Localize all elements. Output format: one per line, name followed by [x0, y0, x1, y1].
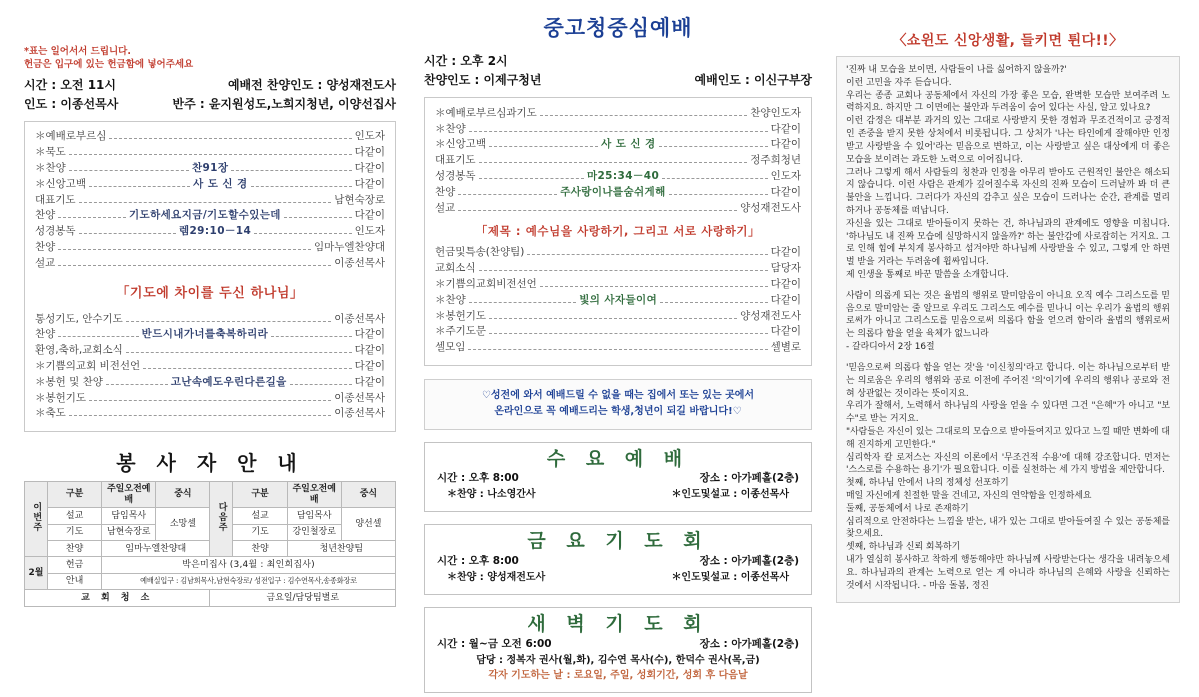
order-person: 다같이	[354, 344, 385, 357]
order-person: 찬양인도자	[750, 106, 801, 119]
cell-lunch: 양선셀	[341, 508, 395, 541]
order-label: ＊찬양	[435, 122, 466, 135]
order-item	[435, 261, 801, 277]
order-person: 양성재전도사	[740, 201, 801, 214]
order-item	[35, 192, 385, 208]
order-person: 다같이	[770, 246, 801, 259]
order-label: ＊찬양	[435, 293, 466, 306]
order-person: 인도자	[770, 169, 802, 182]
article-scripture-reference: - 갈라디아서 2장 16절	[846, 342, 935, 353]
order-item	[35, 161, 385, 177]
order-item	[35, 255, 385, 271]
cell-cleaning-label: 교 회 청 소	[25, 590, 210, 606]
col-header-service: 주일오전예배	[102, 481, 156, 508]
leader-dots	[251, 179, 352, 187]
col-header-lunch: 중식	[341, 481, 395, 508]
accompanist: 반주 : 윤지원성도,노희지청년, 이양선집사	[172, 96, 396, 111]
cell-value: 담임목사	[102, 508, 156, 524]
cell-cleaning-value: 금요일/담당팀별로	[210, 590, 396, 606]
order-label: 찬양	[35, 328, 56, 341]
order-item	[35, 327, 385, 343]
wednesday-place: 장소 : 아가페홀(2층)	[699, 472, 799, 485]
article-scripture: 사람이 의롭게 되는 것은 율법의 행위로 말미암음이 아니요 오직 예수 그리스도를 믿음으로 말미암는 줄 알므로 우리도 그리스도 예수를 믿나니 이는 우리가 율법의 행위로써가 아니고 그리스도를 믿음으로써 의롭다 함을 얻으려 함이라 율법의 행위로써는 의롭다 함을 얻을 육체가 없느니라	[846, 290, 1170, 340]
dawn-prayer-row	[437, 636, 799, 653]
article-paragraph: 우리가 잘해서, 노력해서 하나님의 사랑을 얻을 수 있다면 그건 "은혜"가 아니고 "보수"로 받는 거지요.	[846, 401, 1170, 425]
article-paragraph: 제 인생을 통째로 바꾼 말씀을 소개합니다.	[846, 270, 1009, 280]
leader-dots	[69, 409, 331, 417]
order-item	[435, 121, 801, 137]
dawn-own-prayer-days: 각자 기도하는 날 : 로요일, 주일, 성회기간, 성회 후 다음날	[488, 670, 748, 682]
order-item	[35, 343, 385, 359]
leader-dots	[69, 148, 352, 156]
cell-offering-label: 헌금	[48, 557, 102, 573]
leader-dots	[109, 132, 351, 140]
leader-dots	[669, 187, 768, 195]
offering-notice	[24, 46, 396, 72]
order-item	[35, 208, 385, 224]
order-person: 이종선목사	[334, 391, 385, 404]
leader-dots	[468, 343, 767, 351]
order-label: ＊기쁨의교회비전선언	[435, 277, 537, 290]
praise-leader: 예배전 찬양인도 : 양성재전도사	[227, 77, 396, 92]
order-hymn: 찬91장	[191, 161, 229, 174]
dawn-prayer-title: 새 벽 기 도 회	[527, 613, 709, 635]
order-label: 찬양	[435, 185, 456, 198]
next-week-side-label: 다음주	[210, 481, 233, 557]
leader-dots	[540, 279, 768, 287]
order-label: 환영,축하,교회소식	[35, 344, 123, 357]
order-person: 셀별로	[770, 341, 801, 354]
table-row	[25, 573, 396, 589]
order-person: 인도자	[354, 225, 386, 238]
article-paragraph: 자신을 있는 그대로 받아들이지 못하는 건, 하나님과의 관계에도 영향을 미칩니다. '하나님도 내 진짜 모습에 실망하시지 않을까?' 하는 불안감에 사로잡히는 거지요. 그로 인해 힘에 부치게 봉사하고 섬겨야만 하나님께 사랑받을 수 있고, 그렇게 안 하면 벌 받을 거라는 두려움에 휩싸입니다.	[846, 218, 1170, 268]
order-person: 인도자	[354, 130, 385, 143]
order-label: 통성기도, 안수기도	[35, 312, 123, 325]
wednesday-praise: ＊찬양 : 나소영간사	[447, 489, 536, 501]
order-item	[35, 129, 385, 145]
youth-service-meta	[424, 52, 812, 90]
order-hymn: 고난속예도우린다른길을	[170, 375, 287, 388]
order-scripture: 렘29:10－14	[178, 225, 252, 238]
friday-prayer-title: 금 요 기 도 회	[527, 530, 709, 553]
friday-prayer-subrow	[437, 570, 799, 586]
this-week-side-label: 이번주	[25, 481, 48, 557]
dawn-prayer-box	[424, 607, 812, 693]
order-person: 다같이	[354, 328, 385, 341]
friday-prayer-row	[437, 553, 799, 570]
order-person: 임마누엘찬양대	[313, 240, 385, 253]
cell-kind: 기도	[48, 524, 102, 540]
cell-offering-value: 박은미집사 (3,4월 : 최인희집사)	[102, 557, 396, 573]
order-item	[435, 277, 801, 293]
order-label: 찬양	[35, 209, 56, 222]
order-person: 다같이	[770, 138, 802, 151]
article-paragraph: 이런 고민을 자주 듣습니다.	[846, 77, 952, 88]
cell-value: 담임목사	[287, 508, 341, 524]
leader-dots	[79, 195, 332, 203]
table-row	[25, 557, 396, 573]
order-label: ＊신앙고백	[435, 138, 487, 151]
article-body	[836, 56, 1180, 603]
leader-dots	[69, 163, 189, 171]
leader-dots	[143, 361, 351, 369]
order-label: ＊예배로부르심과기도	[435, 106, 537, 119]
wednesday-service-row	[437, 470, 799, 487]
article-paragraph: 우리는 종종 교회나 공동체에서 자신의 가장 좋은 모습, 완벽한 모습만 보여주려 노력하지요. 하지만 그 이면에는 불안과 두려움이 숨어 있다는 사실, 알고 있나요?	[846, 90, 1170, 114]
order-of-worship-box	[24, 121, 396, 432]
order-item	[35, 390, 385, 406]
meta-row	[24, 95, 396, 114]
friday-prayer-box	[424, 524, 812, 595]
order-item	[435, 153, 801, 169]
order-label: ＊봉헌기도	[435, 309, 487, 322]
order-label: 헌금및특송(찬양팀)	[435, 246, 525, 259]
wednesday-time: 시간 : 오후 8:00	[437, 472, 519, 485]
order-hymn: 반드시내가너를축복하리라	[141, 328, 269, 341]
article-paragraph: 그러나 그렇게 해서 사람들의 칭찬과 인정을 아무리 받아도 근원적인 불안은 해소되지 않습니다. 이런 사람은 관계가 깊어질수록 자신의 진짜 모습이 드러날까 봐 더 큰 불안을 느낍니다. 그러다가 자신의 감추고 싶은 모습이 드러나는 순간, 관계를 멀리하거나 공동체를 떠납니다.	[846, 167, 1170, 216]
leader-dots	[290, 377, 352, 385]
order-item	[435, 340, 801, 356]
cell-kind: 설교	[48, 508, 102, 524]
order-person: 담당자	[770, 262, 801, 275]
order-person: 다같이	[354, 146, 385, 159]
cell-guide-label: 안내	[48, 573, 102, 589]
order-label: 성경봉독	[35, 225, 76, 238]
order-item	[35, 176, 385, 192]
order-item	[35, 240, 385, 256]
order-person: 다같이	[770, 325, 801, 338]
cell-value: 임마누엘찬양대	[102, 541, 210, 557]
cell-kind: 기도	[233, 524, 287, 540]
order-label: ＊신앙고백	[35, 177, 87, 190]
service-time: 시간 : 오전 11시	[24, 77, 116, 92]
leader-dots	[79, 227, 176, 235]
youth-order-box	[424, 97, 812, 365]
order-label: 셀모임	[435, 341, 466, 354]
order-item	[35, 374, 385, 390]
order-person: 양성재전도사	[740, 309, 801, 322]
order-item	[435, 105, 801, 121]
order-label: ＊축도	[35, 407, 66, 420]
order-item	[435, 292, 801, 308]
leader-dots	[106, 377, 168, 385]
order-label: ＊묵도	[35, 146, 66, 159]
note-line-1: ♡성전에 와서 예배드릴 수 없을 때는 집에서 또는 있는 곳에서	[481, 389, 755, 401]
order-person: 다같이	[354, 177, 386, 190]
order-label: 설교	[35, 256, 56, 269]
youth-sermon-title: 「제목 : 예수님을 사랑하기, 그리고 서로 사랑하기」	[475, 223, 761, 238]
order-item	[35, 224, 385, 240]
column-youth-service	[424, 0, 812, 693]
leader-dots	[527, 248, 767, 256]
order-person: 다같이	[770, 122, 801, 135]
order-item	[435, 169, 801, 185]
leader-dots	[659, 140, 768, 148]
leader-dots	[489, 311, 737, 319]
order-label: 대표기도	[35, 193, 76, 206]
friday-place: 장소 : 아가페홀(2층)	[699, 555, 799, 568]
cell-lunch: 소망셀	[156, 508, 210, 541]
friday-preacher: ＊인도및설교 : 이종선목사	[671, 572, 789, 583]
order-label: ＊기쁨의교회 비전선언	[35, 359, 141, 372]
col-header-kind: 구분	[48, 481, 102, 508]
friday-time: 시간 : 오후 8:00	[437, 555, 519, 568]
order-person: 다같이	[354, 375, 385, 388]
leader-dots	[58, 242, 311, 250]
leader-dots	[469, 124, 768, 132]
order-person: 다같이	[354, 359, 385, 372]
order-label: 대표기도	[435, 154, 476, 167]
leader-dots	[89, 393, 331, 401]
order-item	[35, 145, 385, 161]
article-step-body: 매일 자신에게 친절한 말을 건네고, 자신의 연약함을 인정하세요	[846, 491, 1092, 501]
order-label: 설교	[435, 201, 456, 214]
article-title: 〈쇼윈도 신앙생활, 들키면 튄다!!〉	[892, 33, 1124, 49]
leader-dots	[479, 171, 584, 179]
order-person: 다같이	[770, 185, 802, 198]
col-header-lunch: 중식	[156, 481, 210, 508]
order-person: 정주희청년	[750, 154, 801, 167]
order-person: 다같이	[770, 277, 801, 290]
online-worship-note	[424, 379, 812, 430]
order-person: 다같이	[354, 161, 386, 174]
month-label: 2월	[25, 557, 48, 590]
order-item	[435, 200, 801, 216]
youth-service-leader: 예배인도 : 이신구부장	[694, 73, 812, 88]
cell-value: 강인철장로	[287, 524, 341, 540]
order-label: ＊주기도문	[435, 325, 487, 338]
cell-kind: 찬양	[48, 541, 102, 557]
column-sunday-service	[24, 0, 396, 607]
column-article	[836, 0, 1180, 603]
cell-kind: 설교	[233, 508, 287, 524]
order-label: ＊봉헌 및 찬양	[35, 375, 103, 388]
article-step-body: 내가 열심히 봉사하고 착하게 행동해야만 하나님께 사랑받는다는 생각을 내려놓으세요. 하나님과의 관계는 노력으로 얻는 게 아니라 하나님의 은혜와 사랑을 신뢰하는 것에서 시작됩니다. - 마음 돌봄, 정진	[846, 555, 1170, 591]
friday-praise: ＊찬양 : 양성재전도사	[447, 572, 546, 583]
notice-line-1: *표는 일어서서 드립니다.	[24, 46, 131, 57]
meta-row	[24, 76, 396, 95]
article-step-body: 심리적으로 안전하다는 느낌을 받는, 내가 있는 그대로 받아들여질 수 있는 공동체를 찾으세요.	[846, 516, 1170, 540]
order-item	[435, 324, 801, 340]
wednesday-preacher: ＊인도및설교 : 이종선목사	[671, 489, 789, 501]
volunteer-section-title: 봉 사 자 안 내	[116, 450, 304, 475]
wednesday-service-title: 수 요 예 배	[546, 447, 690, 470]
order-scripture: 마25:34－40	[586, 169, 660, 182]
leader-dots	[284, 211, 352, 219]
order-label: ＊찬양	[35, 161, 66, 174]
article-paragraph: 이런 감정은 대부분 과거의 있는 그대로 사랑받지 못한 경험과 무조건적이고 긍정적인 존중을 받지 못한 상처에서 비롯됩니다. 그 상처가 '나는 타인에게 잘해야만 인정받고 사랑받을 수 있어'라는 믿음으로 변하고, 이는 사랑받고 싶은 대상에게 더 좋은 모습을 보이려는 과도한 노력으로 이어집니다.	[846, 116, 1170, 165]
dawn-staff: 담당 : 정복자 권사(월,화), 김수연 목사(수), 한덕수 권사(목,금)	[476, 654, 760, 666]
article-step-heading: 첫째, 하나님 안에서 나의 정체성 선포하기	[846, 478, 1009, 489]
order-hymn: 빛의 사자들이여	[579, 293, 658, 306]
youth-service-time: 시간 : 오후 2시	[424, 54, 508, 68]
leader-dots	[660, 295, 767, 303]
article-paragraph: 심리학자 칼 로저스는 자신의 이론에서 '무조건적 수용'에 대해 강조합니다. 먼저는 '스스로를 수용하는 용기'가 필요합니다. 이를 실천하는 세 가지 방법을 제안합니다.	[846, 452, 1170, 476]
wednesday-service-box	[424, 442, 812, 513]
table-row	[25, 481, 396, 508]
leader-dots	[479, 264, 768, 272]
leader-dots	[254, 227, 351, 235]
leader-dots	[458, 187, 557, 195]
order-item	[435, 245, 801, 261]
order-label: 성경봉독	[435, 169, 476, 182]
order-item	[35, 359, 385, 375]
order-item	[435, 184, 801, 200]
leader-dots	[458, 203, 737, 211]
order-person: 다같이	[354, 209, 386, 222]
order-item	[35, 311, 385, 327]
leader-dots	[58, 258, 331, 266]
youth-praise-leader: 찬양인도 : 이제구청년	[424, 73, 542, 88]
cell-kind: 찬양	[233, 541, 287, 557]
leader-dots	[231, 163, 351, 171]
youth-service-title: 중고청중심예배	[543, 16, 693, 40]
order-person: 다같이	[770, 293, 801, 306]
order-hymn: 주사랑이나를숨쉬게해	[560, 185, 666, 198]
leader-dots	[58, 211, 126, 219]
order-label: 교회소식	[435, 262, 476, 275]
order-label: ＊예배로부르심	[35, 130, 107, 143]
leader-dots	[489, 140, 598, 148]
leader-dots	[58, 330, 138, 338]
order-creed: 사 도 신 경	[601, 138, 656, 151]
table-row	[25, 590, 396, 606]
service-meta	[24, 76, 396, 114]
notice-line-2: 헌금은 입구에 있는 헌금함에 넣어주세요	[24, 58, 194, 70]
order-person: 이종선목사	[334, 256, 385, 269]
order-person: 이종선목사	[334, 312, 385, 325]
sermon-title: 「기도에 차이를 두신 하나님」	[116, 286, 304, 302]
leader-dots	[469, 295, 576, 303]
note-line-2: 온라인으로 꼭 예배드리는 학생,청년이 되길 바랍니다!♡	[494, 406, 742, 418]
leader-dots	[662, 171, 767, 179]
order-person: 이종선목사	[334, 407, 385, 420]
order-creed: 사 도 신 경	[193, 177, 248, 190]
order-item	[35, 406, 385, 422]
order-label: 찬양	[35, 240, 56, 253]
service-leader: 인도 : 이종선목사	[24, 96, 119, 111]
order-hymn: 기도하세요지금/기도할수있는데	[129, 209, 281, 222]
dawn-time: 시간 : 월~금 오전 6:00	[437, 637, 552, 650]
article-step-heading: 둘째, 공동체에서 나로 존재하기	[846, 503, 969, 514]
leader-dots	[126, 346, 352, 354]
cell-guide-value: 예배실입구 : 김남희목사,남현숙장로/ 성전입구 : 김수연목사,송종화장로	[102, 573, 396, 589]
article-step-heading: 셋째, 하나님과 신뢰 회복하기	[846, 542, 961, 553]
order-item	[435, 308, 801, 324]
article-quote: "사람들은 자신이 있는 그대로의 모습으로 받아들여지고 있다고 느낄 때만 변화에 대해 진지하게 고민한다."	[846, 426, 1170, 450]
col-header-kind: 구분	[233, 481, 287, 508]
dawn-place: 장소 : 아가페홀(2층)	[699, 637, 799, 650]
wednesday-service-subrow	[437, 487, 799, 503]
volunteer-table	[24, 481, 396, 607]
meta-row	[424, 52, 812, 71]
col-header-service: 주일오전예배	[287, 481, 341, 508]
leader-dots	[271, 330, 351, 338]
cell-value: 청년찬양팀	[287, 541, 395, 557]
article-paragraph: '믿음으로써 의롭다 함을 얻는 것'을 '이신칭의'라고 합니다. 이는 하나님으로부터 받는 의로움은 우리의 행위와 공로 이전에 주어진 '의'이기에 우리의 행위나 공로와 전혀 상관없는 것이라는 뜻이지요.	[846, 362, 1170, 399]
cell-value: 남현숙장로	[102, 524, 156, 540]
leader-dots	[540, 108, 747, 116]
leader-dots	[489, 327, 767, 335]
order-item	[435, 137, 801, 153]
meta-row	[424, 71, 812, 90]
order-label: ＊봉헌기도	[35, 391, 87, 404]
leader-dots	[479, 156, 748, 164]
leader-dots	[126, 314, 331, 322]
article-paragraph: '진짜 내 모습을 보이면, 사람들이 나를 싫어하지 않을까?'	[846, 65, 1067, 75]
leader-dots	[89, 179, 190, 187]
order-person: 남현숙장로	[334, 193, 385, 206]
